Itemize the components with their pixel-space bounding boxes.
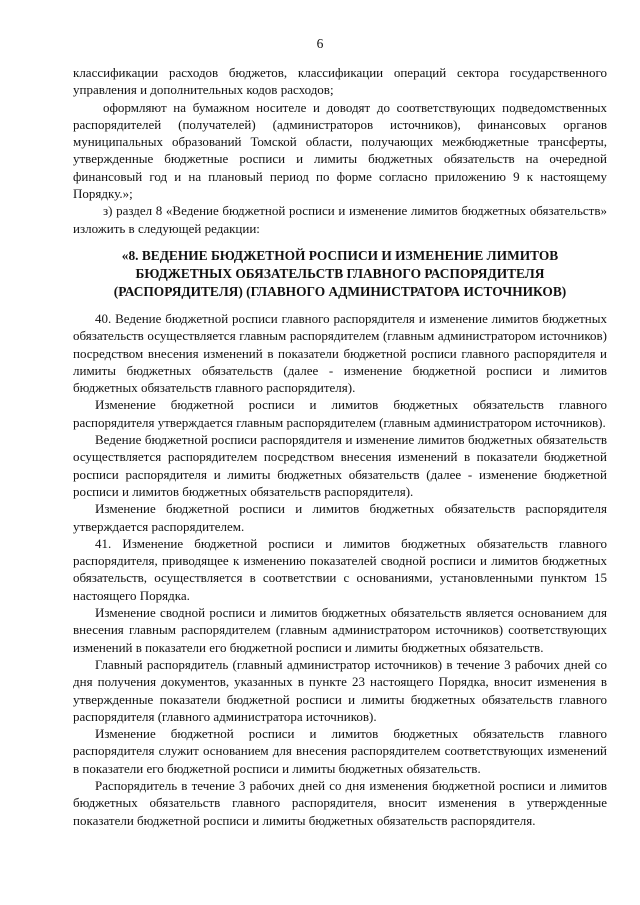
paragraph-svodnaya-rospis: Изменение сводной росписи и лимитов бюджетных обязательств является основанием для внесения главным распорядителем (главным администратором источников) соответствующих изменений в показатели его бюджетной росписи и лимиты бюджетных обязательств.	[73, 605, 607, 655]
paragraph-three-days-main: Главный распорядитель (главный администратор источников) в течение 3 рабочих дней со дня получения документов, указанных в пункте 23 настоящего Порядка, вносит изменения в утвержденные показатели бюджетной росписи и лимиты бюджетных обязательств главного распорядителя (главного администратора источников).	[73, 656, 607, 724]
paragraph-41: 41. Изменение бюджетной росписи и лимитов бюджетных обязательств главного распорядителя, приводящее к изменению показателей сводной росписи и лимитов бюджетных обязательств, осуществляется в соответствии с основаниями, установленными пунктом 15 настоящего Порядка.	[73, 535, 607, 603]
paragraph-40: 40. Ведение бюджетной росписи главного распорядителя и изменение лимитов бюджетных обязательств осуществляется главным распорядителем (главным администратором источников) посредством внесения изменений в показатели бюджетной росписи главного распорядителя и лимиты бюджетных обязательств (далее - изменение бюджетной росписи и лимитов бюджетных обязательств главного распорядителя).	[73, 310, 607, 396]
document-body	[73, 64, 607, 829]
paragraph-approval-main-manager: Изменение бюджетной росписи и лимитов бюджетных обязательств главного распорядителя утверждается главным распорядителем (главным администратором источников).	[73, 397, 607, 430]
paragraph-approval-manager: Изменение бюджетной росписи и лимитов бюджетных обязательств распорядителя утверждается распорядителем.	[73, 501, 607, 534]
paragraph-classification: классификации расходов бюджетов, классификации операций сектора государственного управления и дополнительных кодов расходов;	[73, 65, 607, 98]
paragraph-three-days-manager: Распорядитель в течение 3 рабочих дней со дня изменения бюджетной росписи и лимитов бюджетных обязательств главного распорядителя, вносит изменения в утвержденные показатели бюджетной росписи и лимиты бюджетных обязательств распорядителя.	[73, 777, 607, 828]
paragraph-deliver-rospisi: оформляют на бумажном носителе и доводят до соответствующих подведомственных распорядителей (получателей) (администраторов источников), финансовых органов муниципальных образований Томской области, получающих межбюджетные трансферты, утвержденные бюджетные росписи и лимиты бюджетных обязательств на очередной финансовый год и на плановый период по форме согласно приложению 9 к настоящему Порядку.»;	[73, 99, 607, 202]
page-number: 6	[316, 36, 324, 51]
section-8-heading: «8. ВЕДЕНИЕ БЮДЖЕТНОЙ РОСПИСИ И ИЗМЕНЕНИЕ ЛИМИТОВ БЮДЖЕТНЫХ ОБЯЗАТЕЛЬСТВ ГЛАВНОГО РАСПОРЯДИТЕЛЯ (РАСПОРЯДИТЕЛЯ) (ГЛАВНОГО АДМИНИСТРАТОРА ИСТОЧНИКОВ)	[113, 247, 567, 299]
paragraph-basis-for-manager: Изменение бюджетной росписи и лимитов бюджетных обязательств главного распорядителя служит основанием для внесения распорядителем соответствующих изменений в показатели его бюджетной росписи и лимиты бюджетных обязательств.	[73, 726, 607, 776]
paragraph-manager-rospis: Ведение бюджетной росписи распорядителя и изменение лимитов бюджетных обязательств осуществляется распорядителем посредством внесения изменений в показатели бюджетной росписи распорядителя и лимиты бюджетных обязательств (далее - изменение бюджетной росписи и лимитов бюджетных обязательств распорядителя).	[73, 432, 607, 499]
paragraph-section-8-amendment: з) раздел 8 «Ведение бюджетной росписи и изменение лимитов бюджетных обязательств» изложить в следующей редакции:	[73, 203, 607, 236]
